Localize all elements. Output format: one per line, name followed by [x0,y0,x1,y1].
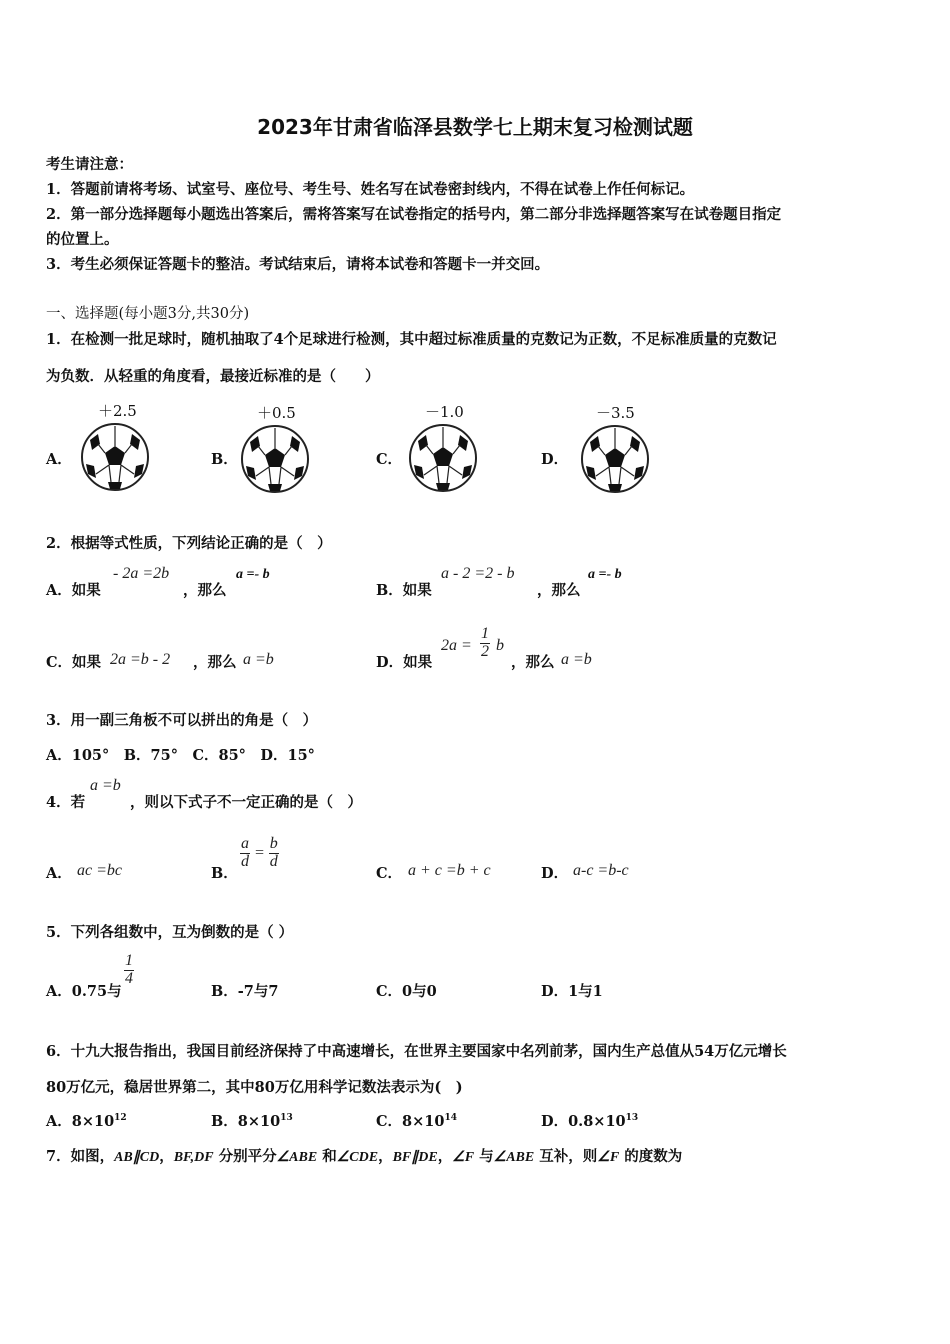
soccer-ball-icon [408,423,478,493]
question-7-stem [46,1145,682,1166]
math: ∠ABE [276,1150,318,1165]
math: ∠ABE [493,1150,535,1165]
option-exponent: 12 [114,1113,127,1124]
soccer-ball-icon [80,422,150,492]
notice-item: 3．考生必须保证答题卡的整洁。考试结束后，请将本试卷和答题卡一并交回。 [46,256,550,273]
option-letter: B． [211,451,238,468]
question-4-suffix: ，则以下式子不一定正确的是（ ） [130,794,362,811]
notice-item: 的位置上。 [46,231,119,248]
option-b-label: B．-7与7 [211,983,279,1000]
option-a-label: A．0.75与 [46,983,122,1000]
fraction [124,953,134,988]
text: 互补，则 [534,1148,598,1165]
page-title: 2023年甘肃省临泽县数学七上期末复习检测试题 [257,115,693,139]
fraction-denominator: d [241,852,249,870]
soccer-ball-icon [240,424,310,494]
option-c [376,1110,457,1131]
fraction-numerator: b [269,835,278,852]
option-a-result: a =- b [236,567,270,582]
option-a [46,1110,127,1131]
option-a-label: A．如果 [46,582,101,599]
fraction-numerator: 1 [125,952,133,969]
fraction-numerator: a [241,835,249,852]
option-text: C．8×10 [376,1113,445,1130]
option-c-then: ，那么 [193,654,237,671]
math: ∠F [452,1150,475,1165]
notice-item: 2．第一部分选择题每小题选出答案后，需将答案写在试卷指定的括号内，第二部分非选择题答案写在试卷题目指定 [46,206,782,223]
option-text: A．8×10 [46,1113,115,1130]
question-3-stem: 3．用一副三角板不可以拼出的角是（ ） [46,712,318,729]
option-a-then: ，那么 [183,582,227,599]
math: ∠CDE [336,1150,379,1165]
text: 的度数为 [619,1148,683,1165]
math: ∠F [597,1150,620,1165]
question-5-stem: 5．下列各组数中，互为倒数的是（ ） [46,924,294,941]
option-a-condition: - 2a =2b [113,565,170,582]
text: ， [378,1148,393,1165]
option-b-result: a =- b [588,567,622,582]
fraction-denominator: 2 [481,642,489,660]
option-d-cond-left: 2a = [441,637,472,654]
math: BF,DF [173,1150,214,1165]
question-6-stem: 80万亿元，稳居世界第二，其中80万亿用科学记数法表示为( ) [46,1079,463,1096]
question-6-stem: 6．十九大报告指出，我国目前经济保持了中高速增长，在世界主要国家中名列前茅，国内生产总值从54万亿元增长 [46,1043,787,1060]
soccer-ball-icon [580,424,650,494]
section-heading: 一、选择题(每小题3分,共30分) [46,306,250,322]
option-c-label: C．如果 [46,654,102,671]
option-a-expression: ac =bc [77,862,122,879]
fraction-denominator: d [269,852,278,870]
option-b-then: ，那么 [537,582,581,599]
option-b-label: B．如果 [376,582,432,599]
notice-heading: 考生请注意： [46,156,133,173]
option-d-result: a =b [561,651,592,668]
option-value: ＋0.5 [257,404,296,422]
option-c-expression: a + c =b + c [408,862,491,879]
text: 分别平分 [213,1148,277,1165]
text: ， [437,1148,453,1165]
option-exponent: 14 [444,1113,457,1124]
option-c-label: C． [376,865,403,882]
fraction-numerator: 1 [481,625,489,642]
option-b-label: B． [211,865,238,882]
option-d [541,1110,638,1131]
option-d-expression: a-c =b-c [573,862,629,879]
question-3-options: A．105° B．75° C．85° D．15° [46,747,315,764]
question-1-stem: 1．在检测一批足球时，随机抽取了4个足球进行检测，其中超过标准质量的克数记为正数，不足标准质量的克数记 [46,331,777,348]
option-b-condition: a - 2 =2 - b [441,565,515,582]
option-c-label: C．0与0 [376,983,437,1000]
fraction [480,626,490,661]
option-value: －3.5 [596,404,635,422]
option-d-variable: b [496,637,504,654]
question-4-prefix: 4．若 [46,794,86,811]
option-c-condition: 2a =b - 2 [110,651,171,668]
option-b-expression [240,836,279,871]
math: BF∥DE [392,1150,438,1165]
text: 和 [317,1148,337,1165]
option-letter: D． [541,451,569,468]
option-text: D．0.8×10 [541,1113,626,1130]
option-exponent: 13 [625,1113,639,1124]
notice-item: 1．答题前请将考场、试室号、座位号、考生号、姓名写在试卷密封线内，不得在试卷上作任何标记。 [46,181,695,198]
equals-sign: = [254,844,265,862]
question-1-stem: 为负数．从轻重的角度看，最接近标准的是（ ） [46,368,380,385]
option-b [211,1110,293,1131]
option-exponent: 13 [280,1113,293,1124]
option-value: ＋2.5 [98,402,137,420]
option-d-label: D．如果 [376,654,433,671]
text: 7．如图， [46,1148,115,1165]
fraction-denominator: 4 [125,969,133,987]
option-letter: C． [376,451,403,468]
text: 与 [474,1148,494,1165]
option-text: B．8×10 [211,1113,281,1130]
option-letter: A． [46,451,72,468]
option-value: －1.0 [425,403,464,421]
option-d-label: D． [541,865,569,882]
option-a-label: A． [46,865,72,882]
option-c-result: a =b [243,651,274,668]
option-d-then: ，那么 [511,654,555,671]
question-2-stem: 2．根据等式性质，下列结论正确的是（ ） [46,535,332,552]
question-4-condition: a =b [90,777,121,794]
option-d-label: D．1与1 [541,983,603,1000]
text: ， [159,1148,174,1165]
math: AB∥CD [114,1150,160,1165]
